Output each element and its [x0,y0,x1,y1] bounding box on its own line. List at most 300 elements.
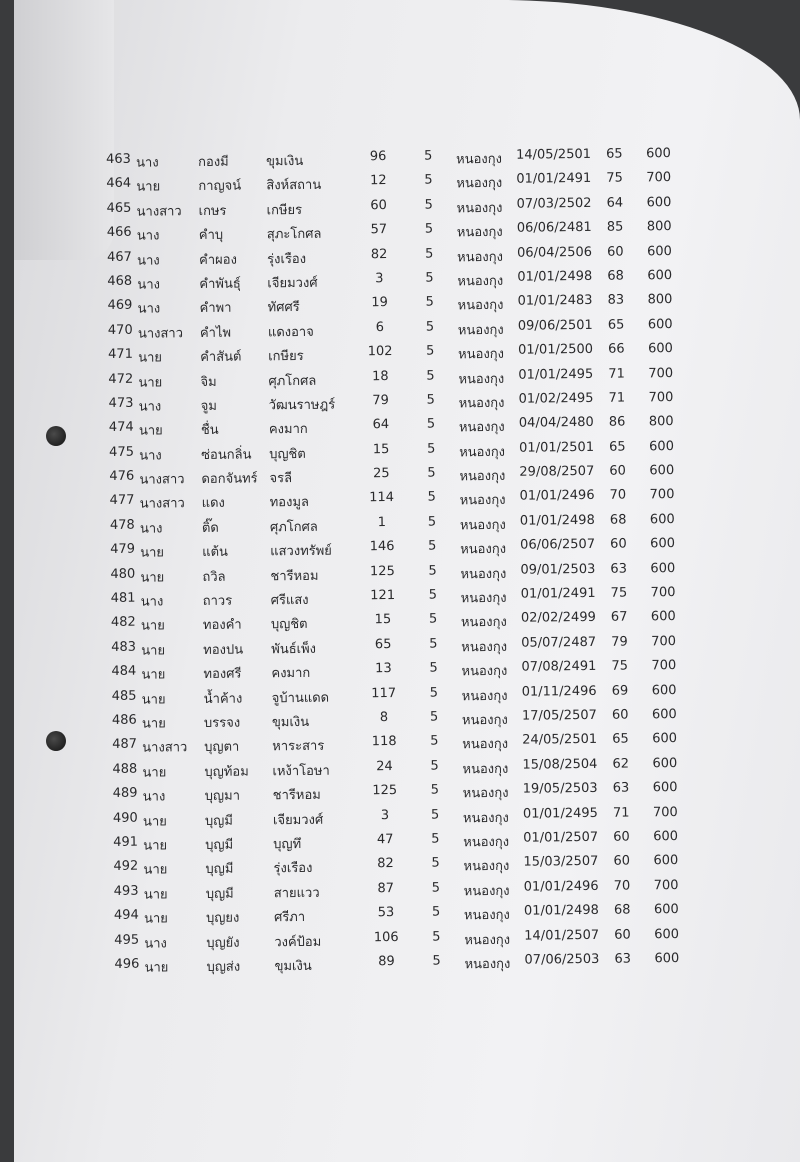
row-age: 63 [612,780,630,796]
row-birth-date: 14/05/2501 [515,146,592,163]
row-birth-date: 01/11/2496 [521,683,597,700]
row-moo: 5 [425,319,435,335]
row-number: 485 [111,688,137,704]
row-number: 469 [107,298,133,314]
row-birth-date: 01/01/2501 [519,439,595,456]
row-last-name: จรลี [269,471,293,487]
row-village: หนองกุง [462,761,509,778]
row-village: หนองกุง [462,785,509,802]
row-title: นาง [136,228,160,244]
row-village: หนองกุง [456,200,503,217]
row-title: นาง [137,301,161,318]
row-title: นาย [144,960,169,976]
row-birth-date: 01/01/2498 [523,902,599,919]
row-number: 467 [107,249,133,265]
row-last-name: ศรีภา [273,910,306,926]
row-amount: 600 [653,902,679,918]
row-moo: 5 [430,733,439,750]
row-moo: 5 [428,563,437,579]
row-title: นาย [140,618,165,635]
row-age: 75 [611,658,629,674]
row-house-number: 8 [379,710,389,726]
row-age: 66 [608,341,625,357]
row-village: หนองกุง [457,249,504,265]
row-title: นาย [142,813,167,830]
row-first-name: บุญตา [204,740,240,756]
row-number: 482 [110,615,136,631]
row-birth-date: 04/04/2480 [518,415,594,431]
row-age: 60 [606,244,624,260]
row-title: นาง [139,448,162,464]
row-age: 60 [614,927,631,943]
row-first-name: บุญท้อม [204,764,249,780]
row-last-name: สุภะโกศล [266,226,322,243]
row-age: 79 [611,634,628,650]
row-birth-date: 17/05/2507 [521,707,597,724]
row-birth-date: 01/01/2495 [522,805,598,822]
row-house-number: 12 [369,173,387,189]
row-number: 473 [108,395,134,411]
row-house-number: 24 [376,758,393,774]
row-age: 67 [610,609,628,626]
row-number: 465 [106,200,132,216]
row-number: 472 [108,371,134,387]
row-amount: 600 [652,731,678,747]
row-title: นาย [141,716,166,732]
row-birth-date: 19/05/2503 [522,781,598,797]
row-house-number: 117 [371,685,397,701]
row-first-name: ถวิล [202,569,226,585]
row-first-name: บุญมี [205,837,234,853]
row-amount: 700 [649,487,675,503]
row-age: 60 [611,707,629,723]
row-number: 488 [112,761,138,777]
row-last-name: ศรีแสง [270,592,309,609]
row-moo: 5 [430,782,440,798]
row-house-number: 60 [370,197,387,214]
row-amount: 600 [647,316,673,333]
row-village: หนองกุง [458,420,505,436]
row-village: หนองกุง [458,395,505,412]
row-village: หนองกุง [459,493,506,509]
row-age: 71 [612,805,630,821]
row-village: หนองกุง [460,615,507,631]
row-first-name: ทองปน [203,642,244,658]
row-last-name: คงมาก [268,422,308,438]
row-house-number: 18 [372,368,389,384]
row-last-name: วงค์ป้อม [274,934,322,950]
row-village: หนองกุง [462,810,509,826]
row-last-name: ขุมเงิน [266,153,304,170]
row-birth-date: 05/07/2487 [521,634,597,651]
row-amount: 800 [648,414,674,430]
row-amount: 700 [646,170,672,186]
row-moo: 5 [428,611,438,628]
row-moo: 5 [428,538,437,554]
row-moo: 5 [429,660,438,676]
row-house-number: 1 [377,514,387,531]
row-title: นาย [141,643,166,659]
row-moo: 5 [431,904,441,920]
row-number: 478 [109,517,135,533]
row-last-name: แสวงทรัพย์ [270,543,332,560]
row-number: 490 [112,810,138,826]
row-amount: 600 [652,755,678,772]
row-title: นางสาว [139,472,185,488]
row-village: หนองกุง [461,639,508,656]
row-amount: 600 [647,268,673,284]
row-village: หนองกุง [459,468,506,485]
row-last-name: เจียมวงศ์ [272,812,324,828]
row-title: นาง [136,155,159,171]
document-page [14,0,800,1162]
row-amount: 700 [648,389,674,406]
row-age: 64 [606,195,624,211]
row-moo: 5 [427,490,436,506]
row-title: นาง [140,594,164,610]
row-first-name: บุญมี [204,813,233,829]
row-birth-date: 02/02/2499 [520,610,596,627]
row-title: นาย [143,887,168,903]
row-village: หนองกุง [463,883,510,900]
row-amount: 600 [653,853,679,869]
row-village: หนองกุง [459,517,506,534]
row-number: 480 [110,566,136,582]
row-moo: 5 [424,197,433,213]
row-number: 468 [107,273,133,289]
row-last-name: คงมาก [271,666,311,682]
row-first-name: ดอกจันทร์ [201,471,258,488]
row-age: 71 [608,390,626,406]
row-moo: 5 [424,221,434,237]
row-first-name: เกษร [198,203,227,219]
row-first-name: บุญยง [205,910,240,927]
row-house-number: 47 [376,831,394,848]
row-amount: 600 [654,950,680,967]
row-title: นาย [141,667,166,683]
row-house-number: 15 [374,612,392,628]
row-first-name: คำไพ [199,325,232,341]
row-birth-date: 01/01/2498 [519,512,595,529]
row-first-name: ทองศรี [203,666,242,683]
row-birth-date: 15/08/2504 [522,756,598,773]
row-village: หนองกุง [464,932,511,948]
row-house-number: 106 [373,929,399,945]
row-moo: 5 [429,685,439,701]
row-number: 463 [106,151,131,167]
row-village: หนองกุง [458,371,505,387]
row-birth-date: 07/06/2503 [524,951,600,968]
row-number: 464 [106,176,132,192]
row-moo: 5 [423,148,433,164]
row-house-number: 87 [377,880,395,896]
row-first-name: ซ่อนกลิ่น [201,447,252,463]
row-moo: 5 [426,343,435,359]
row-moo: 5 [429,636,438,652]
row-moo: 5 [429,709,439,725]
row-moo: 5 [432,929,441,945]
row-birth-date: 09/06/2501 [517,317,593,334]
row-birth-date: 01/01/2496 [523,878,599,895]
row-last-name: สายแวว [273,885,320,902]
row-birth-date: 24/05/2501 [522,732,598,749]
row-moo: 5 [425,246,434,262]
row-house-number: 82 [370,246,388,262]
row-moo: 5 [426,416,436,432]
row-last-name: รุ่งเรือง [267,251,307,267]
row-village: หนองกุง [456,225,503,241]
row-village: หนองกุง [462,737,509,753]
row-village: หนองกุง [461,664,508,680]
row-last-name: หาระสาร [272,739,325,755]
row-title: นาย [138,423,163,439]
row-number: 487 [112,737,138,753]
row-village: หนองกุง [460,590,507,607]
row-amount: 600 [650,560,676,576]
row-age: 60 [610,536,627,552]
row-amount: 800 [646,219,672,235]
row-amount: 600 [649,438,675,455]
row-amount: 700 [648,365,674,381]
row-number: 470 [107,322,133,338]
row-house-number: 13 [375,661,392,677]
row-title: นาย [136,179,161,196]
row-birth-date: 01/01/2483 [517,293,593,310]
row-number: 466 [106,224,132,241]
row-village: หนองกุง [461,688,508,704]
folded-corner [14,0,114,260]
row-birth-date: 01/01/2495 [518,366,594,383]
row-amount: 700 [651,633,677,650]
row-number: 475 [109,444,135,460]
row-village: หนองกุง [464,956,511,973]
row-number: 495 [114,932,140,948]
row-house-number: 6 [375,319,385,335]
row-first-name: คำบุ [198,227,224,244]
row-house-number: 82 [377,856,394,872]
row-village: หนองกุง [463,859,510,875]
row-village: หนองกุง [460,566,507,582]
row-title: นาย [140,545,165,561]
row-last-name: วัฒนราษฎร์ [268,397,336,414]
row-first-name: บุญมา [204,788,241,805]
row-title: นาย [140,570,165,586]
row-amount: 600 [649,463,675,479]
row-last-name: เกษียร [268,349,304,365]
row-title: นาย [141,692,166,708]
row-amount: 600 [652,780,678,796]
row-house-number: 3 [375,271,384,287]
row-house-number: 125 [372,783,398,799]
row-number: 483 [111,639,137,655]
row-title: นางสาว [136,203,182,220]
row-number: 496 [114,956,140,972]
row-birth-date: 01/01/2500 [518,342,594,358]
row-moo: 5 [431,831,440,847]
row-house-number: 79 [372,392,389,409]
row-amount: 600 [651,707,677,723]
row-moo: 5 [430,758,439,774]
row-moo: 5 [424,172,433,189]
row-last-name: พันธ์เพ็ง [271,641,317,658]
row-village: หนองกุง [456,151,503,168]
row-title: นาง [137,277,161,293]
row-village: หนองกุง [457,322,504,339]
row-number: 479 [110,541,136,558]
row-age: 65 [612,731,629,748]
row-moo: 5 [427,465,436,481]
row-first-name: แดง [201,496,225,512]
row-age: 65 [607,317,625,333]
row-first-name: ติ๊ด [201,520,219,536]
pension-list-table [106,146,715,982]
row-age: 68 [609,512,627,528]
row-first-name: จิม [200,374,217,390]
row-birth-date: 06/06/2481 [516,220,592,236]
row-first-name: คำพันธุ์ [199,276,241,292]
row-birth-date: 06/04/2506 [516,244,593,261]
row-first-name: ถาวร [202,593,233,610]
row-house-number: 19 [371,295,388,311]
row-title: นาย [142,765,167,781]
row-first-name: กาญจน์ [198,178,242,195]
row-first-name: คำสันต์ [200,349,242,366]
row-village: หนองกุง [463,907,510,924]
row-birth-date: 01/01/2491 [516,171,592,188]
row-birth-date: 01/01/2498 [517,268,593,285]
row-first-name: บุญยัง [206,935,240,951]
row-birth-date: 01/01/2496 [519,488,595,505]
row-birth-date: 29/08/2507 [519,463,595,480]
punch-hole [46,731,66,751]
row-number: 471 [108,346,134,363]
row-village: หนองกุง [457,298,504,314]
row-age: 69 [611,683,629,699]
row-amount: 600 [654,926,680,942]
row-number: 484 [111,663,137,680]
row-age: 75 [610,585,628,601]
row-number: 489 [112,785,138,802]
row-house-number: 64 [372,417,390,433]
row-title: นางสาว [137,325,184,342]
row-house-number: 89 [378,953,395,970]
row-last-name: บุญชิต [269,446,306,462]
row-house-number: 65 [374,636,392,653]
row-age: 83 [607,292,625,309]
row-number: 476 [109,468,135,485]
row-birth-date: 01/01/2491 [520,585,596,602]
row-title: นาง [144,935,167,952]
row-last-name: ขุมเงิน [271,714,310,731]
row-last-name: เหง้าโอษา [272,763,330,780]
row-village: หนองกุง [459,444,506,461]
row-house-number: 25 [373,466,390,482]
row-age: 85 [606,219,624,235]
row-house-number: 96 [369,149,387,165]
row-age: 60 [613,853,631,870]
row-moo: 5 [432,953,441,969]
row-moo: 5 [427,441,436,457]
row-first-name: กองมี [198,154,229,171]
row-amount: 700 [650,585,676,601]
row-house-number: 15 [372,441,390,457]
row-title: นางสาว [142,740,188,757]
row-house-number: 118 [371,734,397,750]
row-house-number: 102 [367,344,393,360]
row-amount: 700 [653,877,679,894]
row-village: หนองกุง [457,273,504,290]
row-birth-date: 06/06/2507 [520,537,596,553]
punch-hole [46,426,66,446]
row-last-name: ทองมูล [269,495,310,511]
row-age: 65 [605,146,623,162]
row-amount: 600 [646,194,672,211]
row-last-name: ศุภโกศล [268,373,317,389]
row-first-name: แต้น [202,544,228,561]
row-first-name: ชื่น [200,423,219,439]
row-moo: 5 [426,368,435,384]
row-age: 62 [612,756,630,772]
row-title: นาง [139,521,163,537]
row-first-name: คำผอง [199,252,237,268]
row-number: 492 [113,859,139,875]
row-age: 68 [607,268,624,284]
row-title: นาย [143,911,168,927]
row-birth-date: 07/08/2491 [521,659,597,675]
row-age: 70 [613,878,631,894]
row-birth-date: 15/03/2507 [523,854,599,870]
row-birth-date: 09/01/2503 [520,561,596,578]
table-row [114,951,714,982]
row-number: 493 [113,883,139,899]
row-amount: 600 [650,609,676,625]
row-house-number: 146 [369,539,395,555]
row-birth-date: 07/03/2502 [516,195,592,212]
row-last-name: เจียมวงศ์ [267,275,318,292]
row-moo: 5 [430,807,440,823]
row-house-number: 125 [369,563,395,579]
row-first-name: บุญมี [205,862,234,878]
row-number: 474 [108,420,134,436]
row-amount: 600 [649,511,675,528]
row-village: หนองกุง [458,346,505,363]
row-number: 491 [113,834,139,850]
row-number: 494 [113,907,139,924]
row-amount: 600 [653,828,679,845]
row-first-name: ทองคำ [202,618,242,634]
row-moo: 5 [425,294,434,311]
row-birth-date: 01/01/2507 [523,829,599,846]
row-last-name: ชารีหอม [270,568,319,584]
row-age: 71 [608,366,625,382]
row-first-name: จูม [200,398,217,414]
row-title: นาย [143,862,168,878]
row-age: 75 [606,170,623,187]
row-age: 68 [613,902,631,918]
row-first-name: บุญส่ง [206,959,241,975]
row-last-name: สิงห์สถาน [266,178,322,194]
row-amount: 600 [645,146,671,162]
row-house-number: 53 [377,905,395,921]
row-title: นาง [142,789,166,805]
row-amount: 600 [646,243,672,259]
row-age: 65 [609,439,626,455]
row-last-name: บุญชิต [270,617,308,633]
row-amount: 800 [647,292,673,308]
row-village: หนองกุง [460,542,507,558]
row-last-name: แดงอาจ [267,324,314,341]
row-title: นางสาว [139,496,185,513]
